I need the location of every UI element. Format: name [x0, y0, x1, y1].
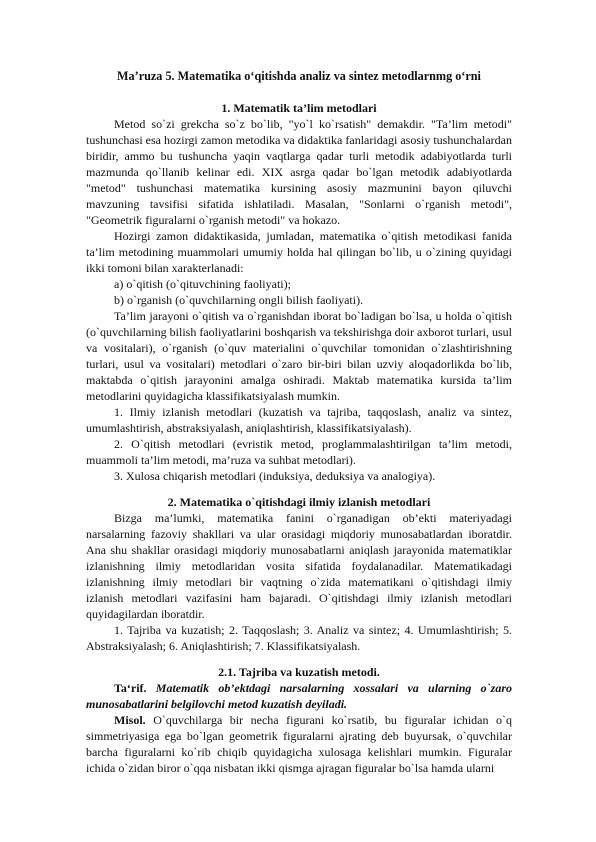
- section-2-paragraph-1: Bizga ma’lumki, matematika fanini o`rganadigan ob’ekti materiyadagi narsalarning fazoviy shakllari va ular orasidagi miqdoriy munosabatlardan iboratdir. Ana shu shakllar orasidagi miqdoriy munosabatlarni aniqlash jarayonida matematiklar izlanishning ilmiy metodlaridan vosita sifatida foydalanadilar. Matematikadagi izlanishning ilmiy metodlari bir vaqtning o`zida matematikani o`qitishdagi ilmiy izlanish metodlari vazifasini ham bajaradi. O`qitishdagi ilmiy izlanish metodlari quyidagilardan iboratdir.: [86, 511, 512, 621]
- list-item-b: b) o`rganish (o`quvchilarning ongli bilish faoliyati).: [114, 293, 364, 307]
- section-1-heading: 1. Matematik ta’lim metodlari: [221, 101, 377, 115]
- section-2-1-heading: 2.1. Tajriba va kuzatish metodi.: [218, 665, 380, 679]
- definition-body: Matematik ob’ektdagi narsalarning xossalari va ularning o`zaro munosabatlarini belgilovchi metod kuzatish deyiladi.: [86, 681, 512, 711]
- section-2-paragraph-2: 1. Tajriba va kuzatish; 2. Taqqoslash; 3. Analiz va sintez; 4. Umumlashtirish; 5. Abstraksiyalash; 6. Aniqlashtirish; 7. Klassifikatsiyalash.: [86, 623, 512, 653]
- numbered-item-1: 1. Ilmiy izlanish metodlari (kuzatish va tajriba, taqqoslash, analiz va sintez, umumlashtirish, abstraksiyalash, aniqlashtirish, klassifikatsiyalash).: [86, 405, 512, 435]
- document-page: [86, 68, 512, 776]
- definition-term: Ta‘rif.: [114, 681, 147, 695]
- numbered-item-2: 2. O`qitish metodlari (evristik metod, proglammalashtirilgan ta’lim metodi, muammoli ta’lim metodi, ma’ruza va suhbat metodlari).: [86, 437, 512, 467]
- example-body: O`quvchilarga bir necha figurani ko`rsatib, bu figuralar ichidan o`q simmetriyasiga ega bo`lgan geometrik figuralarni ajrating deb buyursak, o`quvchilar barcha figuralarni ko`rib chiqib quyidagicha xulosaga kelishlari mumkin. Figuralar ichida o`zidan biror o`qqa nisbatan ikki qismga ajragan figuralar bo`lsa hamda ularni: [86, 713, 512, 775]
- definition-paragraph: [86, 680, 512, 712]
- document-title: Ma’ruza 5. Matematika o‘qitishda analiz va sintez metodlarnmg o‘rni: [117, 69, 481, 83]
- list-item-a: a) o`qitish (o`qituvchining faoliyati);: [114, 277, 291, 291]
- section-1-paragraph-1: Metod so`zi grekcha so`z bo`lib, "yo`l ko`rsatish" demakdir. "Ta’lim metodi" tushunchasi esa hozirgi zamon metodika va didaktika fanlaridagi asosiy tushunchalardan biridir, ammo bu tushuncha yaqin vaqtlarga qadar turli metodik adabiyotlarda turli mazmunda qo`llanib kelinar edi. XIX asrga qadar bo`lgan metodik adabiyotlarda "metod" tushunchasi matematika kursining asosiy mazmunini bayon qiluvchi mavzuning tavsifisi sifatida ishlatiladi. Masalan, "Sonlarni o`rganish metodi", "Geometrik figuralarni o`rganish metodi" va hokazo.: [86, 117, 512, 227]
- section-1-paragraph-2: Hozirgi zamon didaktikasida, jumladan, matematika o`qitish metodikasi fanida ta’lim metodining muammolari umumiy holda hal qilingan bo`lib, u o`zining quyidagi ikki tomoni bilan xarakterlanadi:: [86, 229, 512, 275]
- numbered-item-3: 3. Xulosa chiqarish metodlari (induksiya, deduksiya va analogiya).: [114, 469, 436, 483]
- section-1-paragraph-3: Ta’lim jarayoni o`qitish va o`rganishdan iborat bo`ladigan bo`lsa, u holda o`qitish (o`quvchilarning bilish faoliyatlarini boshqarish va tekshirishga doir axborot turlari, usul va vositalari), o`rganish (o`quv materialini o`quvchilar tomonidan o`zlashtirishning turlari, usul va vositalari) metodlari o`zaro bir-biri bilan uzviy aloqadorlikda bo`lib, maktabda o`qitish jarayonini amalga oshiradi. Maktab matematika kursida ta’lim metodlarini quyidagicha klassifikatsiyalash mumkin.: [86, 309, 512, 403]
- example-term: Misol.: [114, 713, 146, 727]
- example-paragraph: [86, 712, 512, 776]
- section-2-heading: 2. Matematika o`qitishdagi ilmiy izlanish metodlari: [167, 495, 431, 509]
